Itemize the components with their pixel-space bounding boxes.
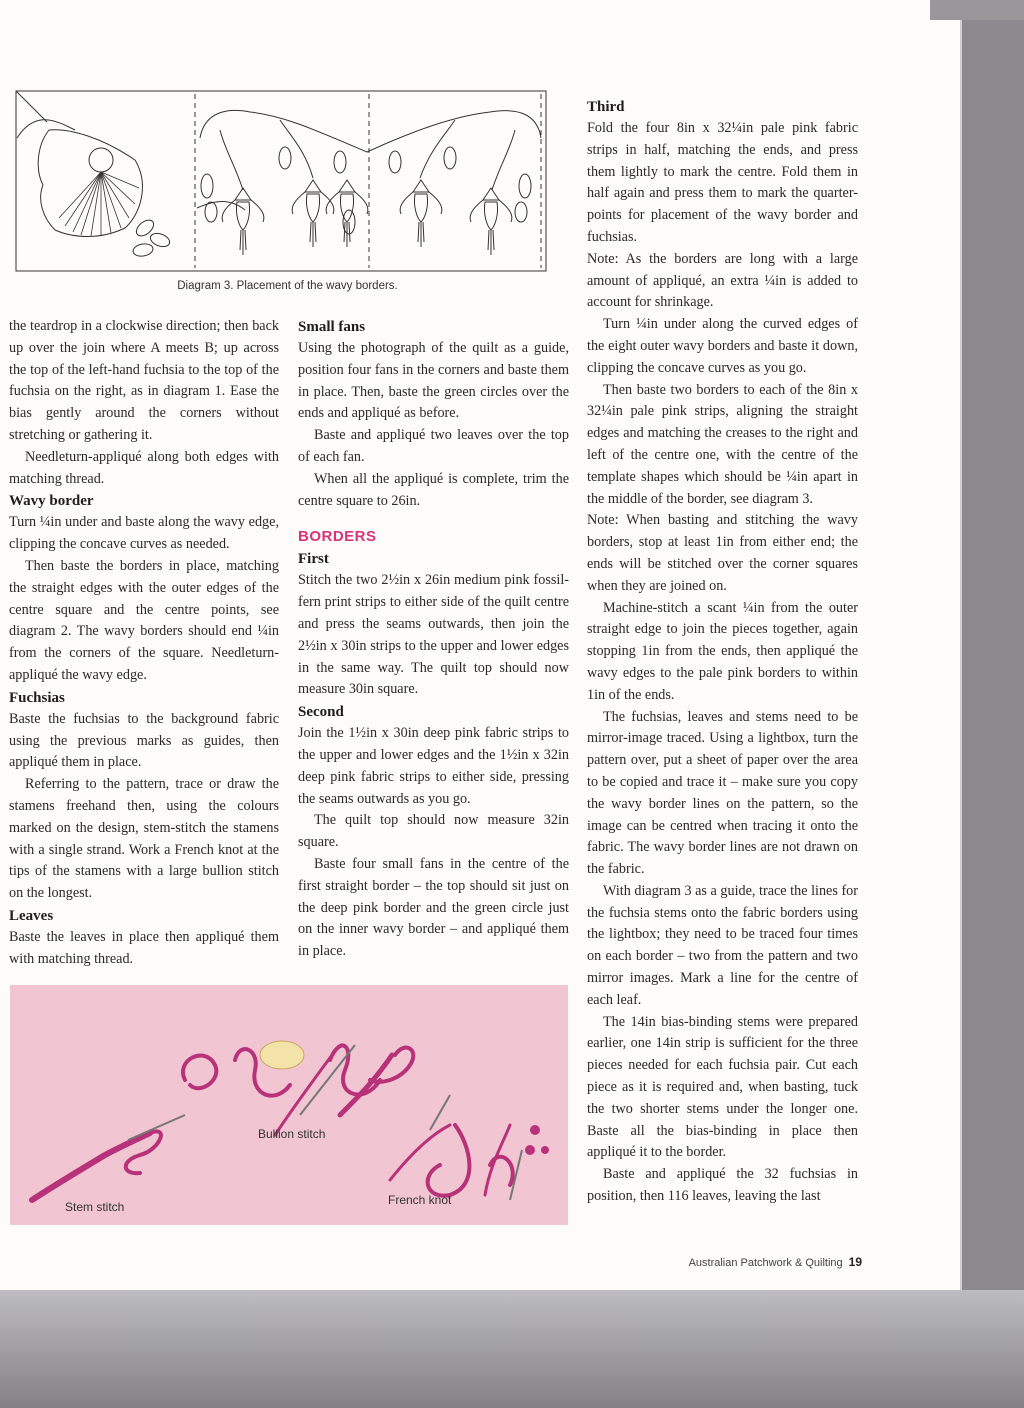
magazine-title: Australian Patchwork & Quilting (688, 1257, 843, 1269)
paragraph: Baste four small fans in the centre of the first straight border – the top should sit just on the deep pink border and the green circle just on the inner wavy border – and appliqué them in place. (298, 855, 569, 960)
paragraph: The fuchsias, leaves and stems need to be mirror-image traced. Using a lightbox, turn the pattern over, put a sheet of paper over the area to be copied and trace it – make sure you copy the wavy border lines on the pattern, so the image can be centred when tracing it onto the fabric. The wavy border lines are not drawn on the fabric. (587, 708, 858, 878)
paragraph: Turn ¼in under along the curved edges of the eight outer wavy borders and baste it down, clipping the concave curves as you go. (587, 316, 858, 376)
page-footer (600, 1255, 862, 1269)
scan-edge-top (930, 0, 1024, 20)
paragraph: Note: As the borders are long with a large amount of appliqué, an extra ¼in is added to account for shrinkage. (587, 250, 858, 311)
paragraph: Stitch the two 2½in x 26in medium pink fossil-fern print strips to either side of the quilt centre and press the seams outwards, then join the 2½in x 30in strips to the upper and lower edges in the same way. The quilt top should now measure 30in square. (298, 572, 569, 698)
column-1 (9, 316, 279, 971)
paragraph: Note: When basting and stitching the wavy borders, stop at least 1in from either end; the ends will be stitched over the corner squares when they are joined on. (587, 512, 858, 594)
scan-edge-bottom (0, 1290, 1024, 1408)
page-number: 19 (848, 1255, 862, 1269)
paragraph: Baste and appliqué two leaves over the top of each fan. (298, 427, 569, 465)
wavy-border-diagram (15, 90, 547, 272)
paragraph: The quilt top should now measure 32in square. (298, 812, 569, 851)
label-french-knot: French knot (388, 1193, 452, 1207)
paragraph: Join the 1½in x 30in deep pink fabric strips to the upper and lower edges and the 1½in x 32in deep pink fabric strips to either side, pressing the seams outwards as you go. (298, 725, 569, 807)
paragraph: Baste and appliqué the 32 fuchsias in position, then 116 leaves, leaving the last (587, 1166, 858, 1205)
stitch-illustration (10, 985, 568, 1225)
stitch-drawings (10, 985, 568, 1225)
paragraph: With diagram 3 as a guide, trace the lines for the fuchsia stems onto the fabric borders using the lightbox; they need to be traced four times on each border – two from the pattern and two mirror images. Mark a line for the centre of each leaf. (587, 882, 858, 1008)
section-heading-borders: BORDERS (298, 528, 377, 546)
paragraph: Then baste the borders in place, matching the straight edges with the outer edges of the centre square and the centre points, see diagram 2. The wavy borders should end ¼in from the corners of the square. Needleturn-appliqué the wavy edge. (9, 557, 279, 683)
column-2 (298, 316, 569, 963)
paragraph: Using the photograph of the quilt as a guide, position four fans in the corners and baste them in place. Then, baste the green circles over the ends and appliqué as before. (298, 340, 569, 422)
subheading-first: First (298, 551, 329, 568)
label-bullion-stitch: Bullion stitch (258, 1127, 326, 1141)
subheading-third: Third (587, 99, 625, 115)
paragraph: the teardrop in a clockwise direction; then back up over the join where A meets B; up across the top of the left-hand fuchsia to the top of the fuchsia on the right, as in diagram 1. Ease the bias gently around the corners without stretching or gathering it. (9, 318, 279, 443)
subheading-wavy-border: Wavy border (9, 493, 94, 510)
paragraph: Fold the four 8in x 32¼in pale pink fabric strips in half, matching the ends, and press them lightly to mark the centre. Fold them in half again and press them to mark the quarter-points for placement of the wavy border and fuchsias. (587, 120, 858, 245)
paragraph: Referring to the pattern, trace or draw the stamens freehand then, using the colours marked on the design, stem-stitch the stamens with a single strand. Work a French knot at the tips of the stamens with a large bullion stitch on the longest. (9, 776, 279, 902)
subheading-second: Second (298, 704, 344, 721)
paragraph: The 14in bias-binding stems were prepared earlier, one 14in strip is sufficient for the three pieces needed for each fuchsia pair. Cut each piece as it is required and, when basting, tuck the two shorter stems under the longer one. Baste all the bias-binding in place then appliqué it to the border. (587, 1013, 858, 1161)
paragraph: Turn ¼in under and baste along the wavy edge, clipping the concave curves as needed. (9, 514, 279, 553)
column-3 (587, 96, 858, 1208)
subheading-small-fans: Small fans (298, 319, 366, 335)
diagram-caption: Diagram 3. Placement of the wavy borders. (177, 280, 398, 292)
paragraph: When all the appliqué is complete, trim the centre square to 26in. (298, 470, 569, 509)
paragraph: Needleturn-appliqué along both edges with matching thread. (9, 448, 279, 487)
paragraph: Machine-stitch a scant ¼in from the outer straight edge to join the pieces together, again stopping 1in from the ends, then appliqué the wavy edges to the pale pink borders to within 1in of the ends. (587, 599, 858, 703)
subheading-fuchsias: Fuchsias (9, 689, 65, 706)
subheading-leaves: Leaves (9, 907, 54, 924)
label-stem-stitch: Stem stitch (65, 1200, 125, 1214)
paragraph: Then baste two borders to each of the 8in x 32¼in pale pink strips, aligning the straight edges and matching the creases to the right and left of the centre one, with the centre of the template shapes which should be ¼in apart in the middle of the border, see diagram 3. (587, 381, 858, 507)
paragraph: Baste the fuchsias to the background fabric using the previous marks as guides, then appliqué them in place. (9, 710, 279, 771)
paragraph: Baste the leaves in place then appliqué them with matching thread. (9, 928, 279, 967)
